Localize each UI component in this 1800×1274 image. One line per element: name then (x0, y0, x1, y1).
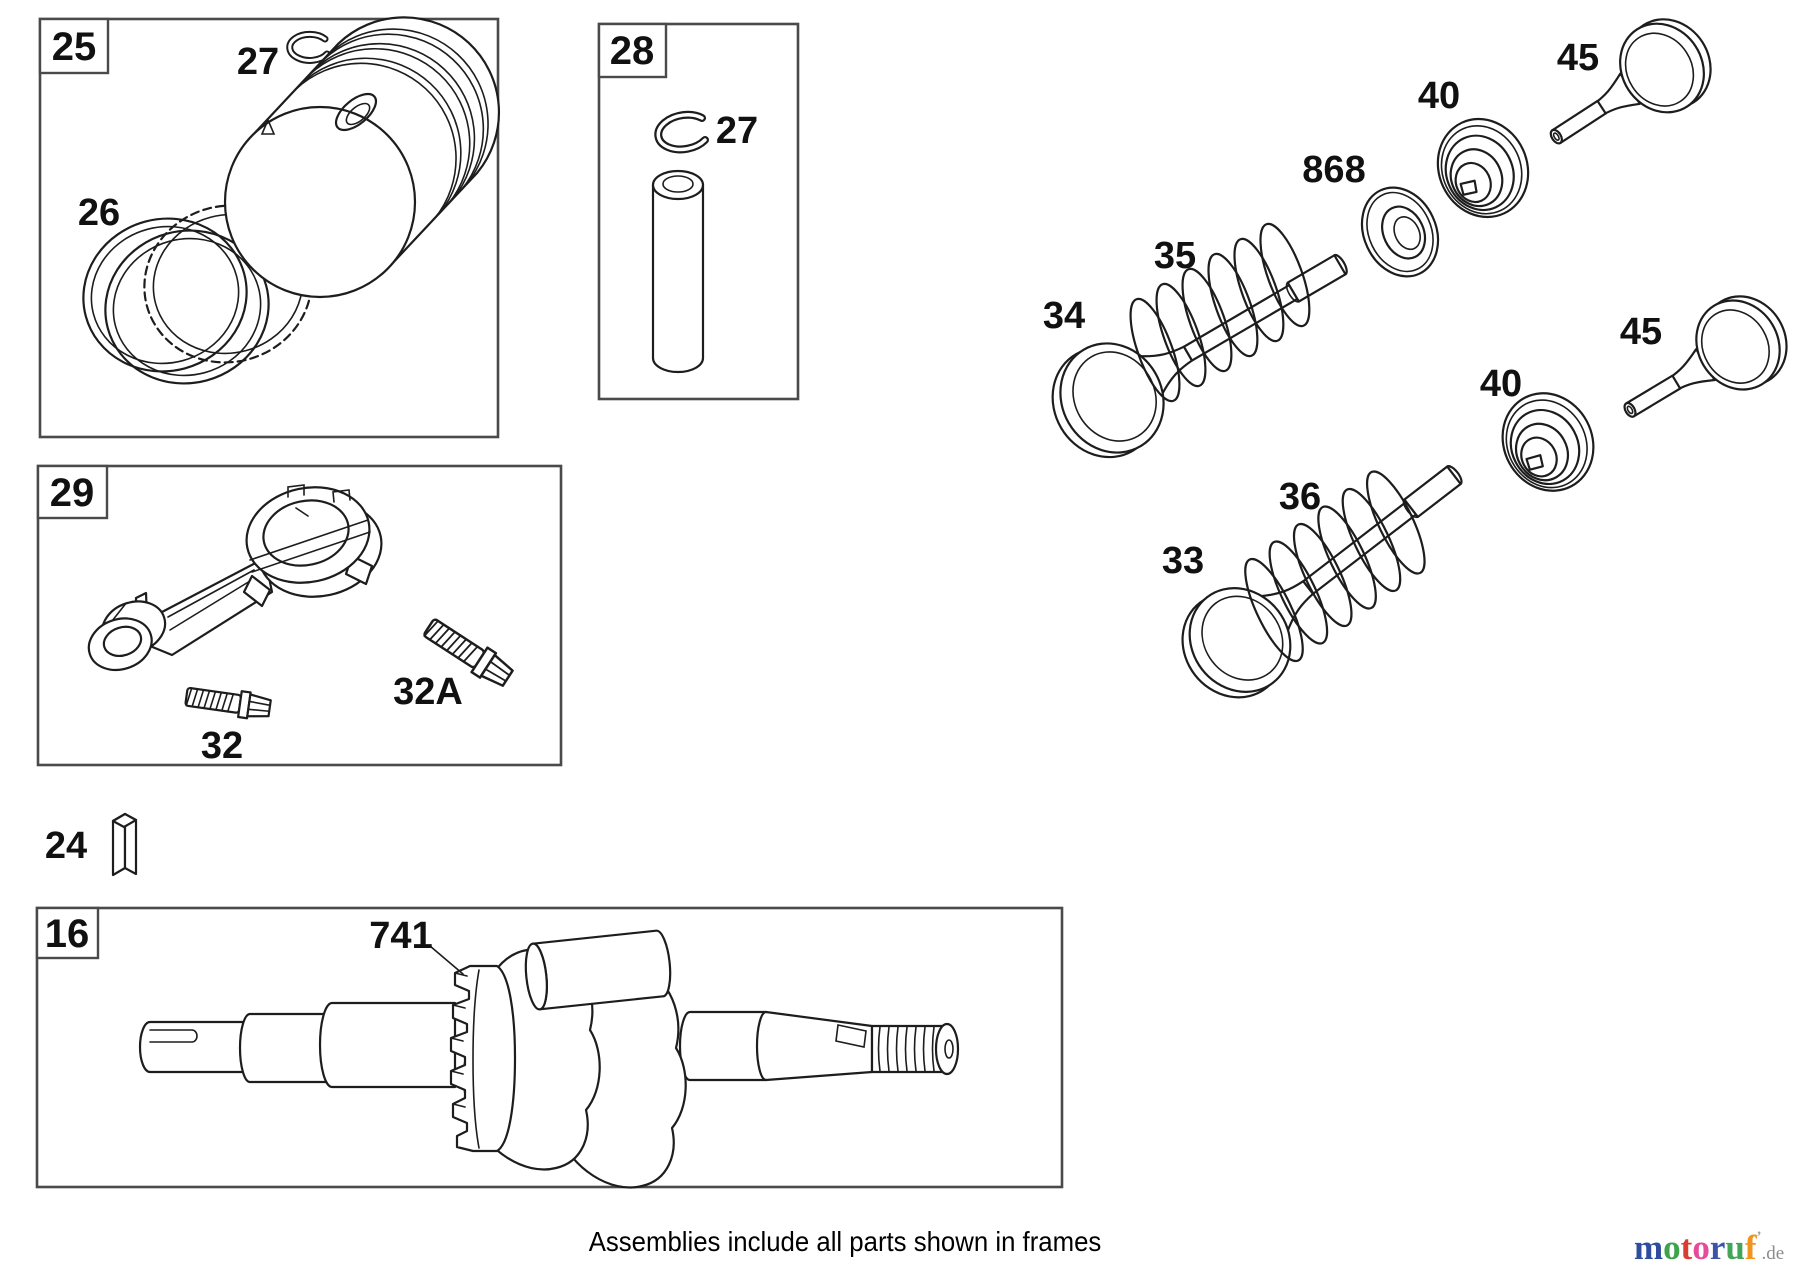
part-label-34: 34 (1042, 295, 1086, 337)
connecting-rod-drawing (78, 476, 390, 678)
valve-45-upper-drawing (1528, 3, 1728, 177)
part-label-24: 24 (44, 825, 88, 867)
part-label-32a: 32A (393, 671, 463, 713)
spring-retainer-40-upper-drawing (1422, 104, 1544, 232)
frame-label-25: 25 (51, 25, 97, 69)
crankshaft-drawing (140, 930, 958, 1188)
valve-seal-868-drawing (1348, 175, 1452, 289)
logo-suffix-de: .de (1761, 1243, 1785, 1264)
frame-label-29: 29 (49, 471, 95, 515)
logo-trademark-mark: ’ (1756, 1229, 1762, 1245)
part-label-26: 26 (77, 192, 121, 234)
part-label-741: 741 (369, 915, 433, 957)
retaining-ring-drawing-28 (658, 115, 705, 150)
part-label-33: 33 (1161, 540, 1205, 582)
frame-label-28: 28 (609, 29, 655, 73)
part-label-45-lower: 45 (1619, 311, 1663, 353)
logo-letter-o1: o (1663, 1228, 1681, 1267)
frame-label-16: 16 (44, 912, 90, 956)
logo-letter-m: m (1634, 1228, 1664, 1267)
part-label-45-upper: 45 (1556, 37, 1600, 79)
retaining-ring-drawing-25 (290, 34, 327, 60)
part-label-36: 36 (1278, 476, 1322, 518)
frame-29 (38, 466, 561, 767)
leader-line-741 (430, 946, 463, 974)
part-label-27-pin: 27 (715, 110, 759, 152)
key-drawing (113, 814, 136, 875)
logo-letter-u: u (1725, 1228, 1745, 1267)
frame-25 (40, 17, 499, 437)
frame-28 (599, 24, 798, 399)
part-label-868: 868 (1302, 149, 1366, 191)
key-24 (45, 814, 136, 875)
logo-letter-r: r (1709, 1228, 1726, 1267)
valve-45-lower-drawing (1602, 281, 1800, 452)
part-label-27-piston: 27 (236, 41, 280, 83)
part-label-32: 32 (200, 725, 244, 767)
part-label-40-lower: 40 (1479, 363, 1523, 405)
logo-letter-f: f (1744, 1228, 1757, 1267)
valve-33-drawing (1162, 430, 1491, 718)
part-label-35: 35 (1153, 235, 1197, 277)
frame-16 (37, 908, 1062, 1187)
logo-letter-o2: o (1692, 1228, 1710, 1267)
motoruf-logo[interactable] (1634, 1228, 1784, 1268)
assemblies-note: Assemblies include all parts shown in frames (588, 1226, 1102, 1257)
part-label-40-upper: 40 (1417, 75, 1461, 117)
logo-letter-t: t (1680, 1228, 1693, 1267)
piston-pin-drawing (653, 171, 703, 372)
rod-bolt-32-drawing (185, 684, 272, 721)
